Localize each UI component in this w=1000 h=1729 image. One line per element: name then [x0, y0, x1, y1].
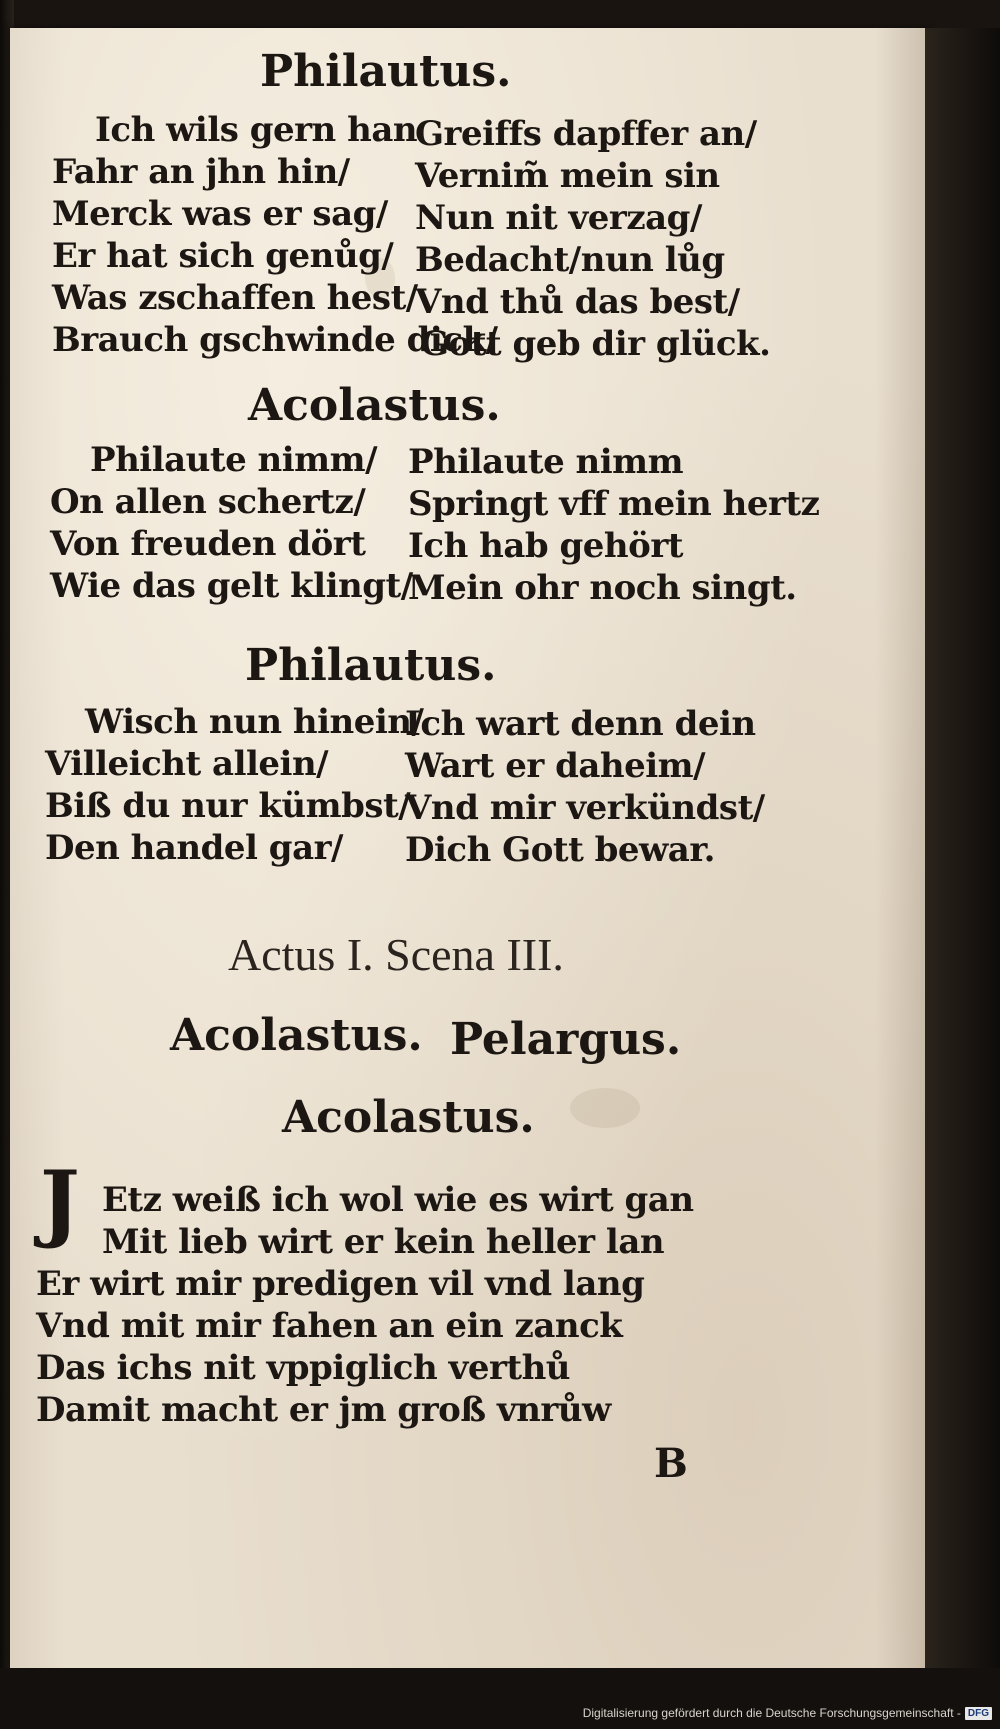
text-line: Damit macht er jm groß vnrůw — [36, 1390, 611, 1430]
verse-line-left: Ich wils gern han — [95, 110, 418, 150]
verse-line-right: Ich wart denn dein — [405, 704, 756, 744]
verse-line-left: Biß du nur kümbst/ — [45, 786, 411, 826]
verse-line-left: On allen schertz/ — [50, 482, 366, 522]
speaker-heading: Acolastus. — [248, 380, 501, 431]
verse-line-right: Philaute nimm — [408, 442, 684, 482]
speaker-heading: Acolastus. — [282, 1092, 535, 1143]
verse-line-right: Gott geb dir glück. — [420, 324, 771, 364]
verse-line-left: Den handel gar/ — [45, 828, 343, 868]
verse-line-left: Wie das gelt klingt/ — [50, 566, 413, 606]
scene-title: Actus I. Scena III. — [228, 929, 564, 980]
verse-line-right: Bedacht/nun lůg — [415, 240, 725, 280]
drop-initial: J — [40, 1152, 80, 1251]
verse-line-right: Vernim̃ mein sin — [415, 156, 720, 196]
verse-line-right: Ich hab gehört — [408, 526, 683, 566]
verse-line-left: Villeicht allein/ — [45, 744, 329, 784]
signature-mark: B — [654, 1440, 688, 1487]
verse-line-left: Fahr an jhn hin/ — [52, 152, 350, 192]
dfg-logo-icon: DFG — [965, 1707, 992, 1720]
text-line: Etz weiß ich wol wie es wirt gan — [102, 1180, 694, 1220]
page-stain — [570, 1088, 640, 1128]
speaker-heading: Philautus. — [245, 640, 497, 691]
verse-line-right: Vnd mir verkündst/ — [405, 788, 765, 828]
verse-line-left: Von freuden dört — [50, 524, 366, 564]
verse-line-left: Philaute nimm/ — [90, 440, 378, 480]
text-line: Mit lieb wirt er kein heller lan — [102, 1222, 665, 1262]
verse-line-right: Dich Gott bewar. — [405, 830, 715, 870]
verse-line-left: Merck was er sag/ — [52, 194, 388, 234]
digitization-footer — [583, 1706, 992, 1720]
verse-line-left: Brauch gschwinde dick/ — [52, 320, 498, 360]
scene-person: Pelargus. — [450, 1014, 682, 1065]
verse-line-right: Springt vff mein hertz — [408, 484, 820, 524]
verse-line-right: Nun nit verzag/ — [415, 198, 702, 238]
verse-line-left: Wisch nun hinein/ — [85, 702, 424, 742]
verse-line-right: Vnd thů das best/ — [415, 282, 740, 322]
verse-line-right: Wart er daheim/ — [405, 746, 706, 786]
footer-text: Digitalisierung gefördert durch die Deutsche Forschungsgemeinschaft - — [582, 1706, 961, 1720]
verse-line-right: Mein ohr noch singt. — [408, 568, 797, 608]
book-page — [10, 28, 930, 1668]
scene-person: Acolastus. — [170, 1010, 423, 1061]
text-line: Er wirt mir predigen vil vnd lang — [36, 1264, 645, 1304]
verse-line-left: Er hat sich genůg/ — [52, 236, 394, 276]
text-line: Das ichs nit vppiglich verthů — [36, 1348, 571, 1388]
page-gutter-shadow — [925, 28, 1000, 1668]
verse-line-left: Was zschaffen hest/ — [52, 278, 418, 318]
verse-line-right: Greiffs dapffer an/ — [415, 114, 757, 154]
text-line: Vnd mit mir fahen an ein zanck — [36, 1306, 623, 1346]
speaker-heading: Philautus. — [260, 46, 512, 97]
